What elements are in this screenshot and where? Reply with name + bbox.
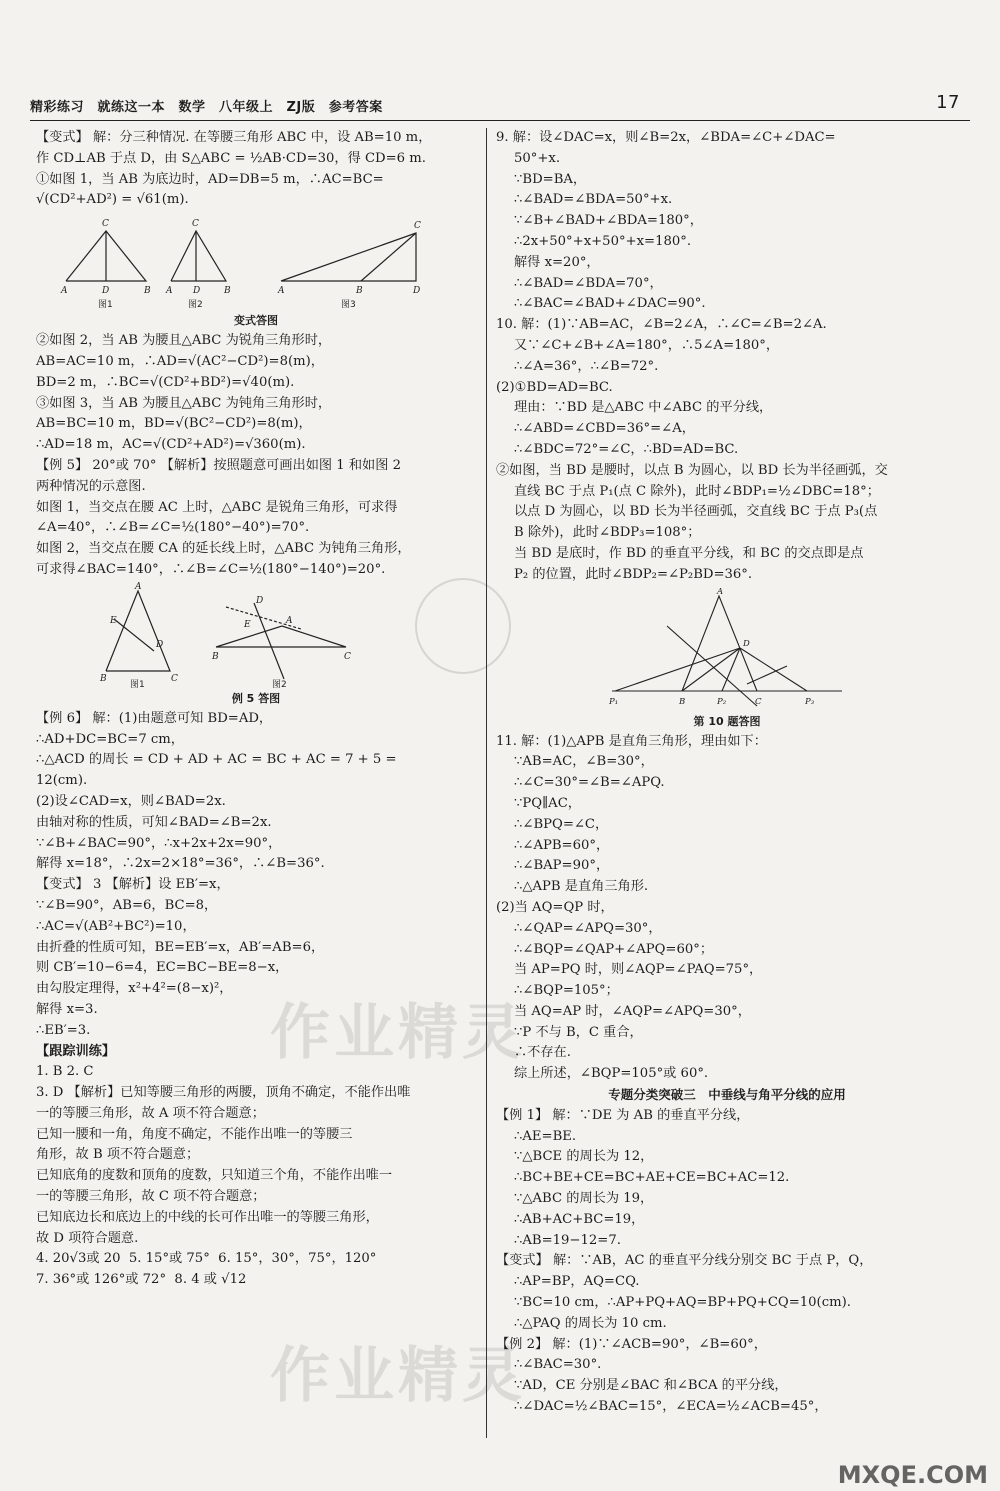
answer-line: AB=AC=10 m，∴AD=√(AC²−CD²)=8(m)，	[36, 353, 324, 369]
right-block-c	[496, 1106, 958, 1418]
answer-line: 12(cm).	[36, 773, 88, 789]
svg-text:D: D	[102, 286, 110, 297]
answer-line: ∵PQ∥AC，	[514, 795, 581, 811]
svg-text:A: A	[166, 286, 173, 297]
answer-line: 9. 解：设∠DAC=x，则∠B=2x，∠BDA=∠C+∠DAC=	[496, 130, 836, 145]
answer-line: 已知一腰和一角，角度不确定，不能作出唯一的等腰三	[36, 1126, 353, 1142]
answer-line: 可求得∠BAC=140°，∴∠B=∠C=½(180°−140°)=20°.	[36, 561, 386, 577]
answer-line: 1. B 2. C	[36, 1064, 94, 1080]
answer-line: ∵AD，CE 分别是∠BAC 和∠BCA 的平分线，	[514, 1378, 788, 1394]
answer-line: ∴△APB 是直角三角形.	[514, 879, 649, 895]
answer-line: 故 D 项符合题意.	[36, 1230, 139, 1246]
answer-line: 以点 D 为圆心，以 BD 长为半径画弧，交直线 BC 于点 P₃(点	[514, 504, 878, 520]
answer-line: 两种情况的示意图.	[36, 478, 146, 494]
svg-text:A: A	[61, 286, 68, 297]
answer-line: ∴∠DAC=½∠BAC=15°，∠ECA=½∠ACB=45°，	[514, 1399, 828, 1415]
answer-line: B 除外)，此时∠BDP₃=108°；	[514, 525, 701, 541]
variant-figure-caption: 变式答图	[234, 314, 278, 328]
answer-line: ①如图 1，当 AB 为底边时，AD=DB=5 m，∴AC=BC=	[36, 171, 384, 187]
answer-line: 如图 2，当交点在腰 CA 的延长线上时，△ABC 为钝角三角形，	[36, 541, 411, 557]
answer-line: 10. 解：(1)∵AB=AC，∠B=2∠A，∴∠C=∠B=2∠A.	[496, 317, 827, 333]
answer-line: P₂ 的位置，此时∠BDP₂=∠P₂BD=36°.	[514, 566, 753, 582]
answer-line: 如图 1，当交点在腰 AC 上时，△ABC 是锐角三角形，可求得	[36, 499, 398, 515]
svg-text:E: E	[244, 619, 251, 630]
answer-line: 综上所述，∠BQP=105°或 60°.	[514, 1066, 709, 1082]
answer-line: (2)设∠CAD=x，则∠BAD=2x.	[36, 793, 226, 809]
answer-line: 一的等腰三角形，故 A 项不符合题意；	[36, 1105, 265, 1121]
answer-line: 【例 6】 解：(1)由题意可知 BD=AD，	[36, 710, 273, 726]
answer-line: ∴AD=18 m，AC=√(CD²+AD²)=√360(m).	[36, 437, 306, 453]
svg-text:C: C	[755, 696, 762, 707]
right-block-a	[496, 128, 958, 586]
answer-line: ∵BC=10 cm，∴AP+PQ+AQ=BP+PQ+CQ=10(cm).	[514, 1295, 851, 1311]
svg-text:C: C	[344, 651, 351, 662]
answer-line: ∴∠BQP=105°；	[514, 983, 619, 999]
answer-line: 当 AP=PQ 时，则∠AQP=∠PAQ=75°，	[514, 962, 763, 978]
left-block-b	[36, 331, 476, 581]
answer-line: ②如图，当 BD 是腰时，以点 B 为圆心，以 BD 长为半径画弧，交	[496, 462, 888, 478]
answer-line: 一的等腰三角形，故 C 项不符合题意；	[36, 1189, 266, 1205]
right-column	[496, 128, 958, 1418]
page-number: 17	[936, 92, 960, 113]
answer-line: ∵∠B+∠BAC=90°，∴x+2x+2x=90°，	[36, 835, 282, 851]
answer-line: √(CD²+AD²) = √61(m).	[36, 192, 189, 208]
answer-line: ∵P 不与 B，C 重合，	[514, 1024, 643, 1040]
answer-line: 【变式】 3 【解析】设 EB′=x，	[36, 877, 230, 893]
answer-line: AB=BC=10 m，BD=√(BC²−CD²)=8(m)，	[36, 416, 312, 432]
answer-line: ∴∠BPQ=∠C，	[514, 816, 609, 832]
answer-line: ∴∠APB=60°，	[514, 837, 610, 853]
answer-line: ∴BC+BE+CE=BC+AE+CE=BC+AC=12.	[514, 1170, 790, 1186]
answer-line: 已知底角的度数和顶角的度数，只知道三个角，不能作出唯一	[36, 1168, 393, 1184]
answer-line: ∴∠ABD=∠CBD=36°=∠A，	[514, 421, 695, 437]
answer-line: ∴2x+50°+x+50°+x=180°.	[514, 233, 692, 249]
answer-line: ∴∠BQP=∠QAP+∠APQ=60°；	[514, 941, 714, 957]
answer-line: ∵BD=BA，	[514, 171, 587, 187]
answer-line: ∵△BCE 的周长为 12，	[514, 1149, 654, 1165]
answer-line: 【例 1】 解：∵DE 为 AB 的垂直平分线，	[496, 1107, 750, 1123]
answer-line: 当 AQ=AP 时，∠AQP=∠APQ=30°，	[514, 1003, 751, 1019]
answer-line: 【变式】 解：∵AB，AC 的垂直平分线分别交 BC 于点 P，Q，	[496, 1253, 873, 1269]
svg-text:B: B	[679, 696, 686, 707]
answer-line: 解得 x=18°，∴2x=2×18°=36°，∴∠B=36°.	[36, 856, 325, 872]
answer-line: ∴∠BAD=∠BDA=70°，	[514, 275, 663, 291]
column-divider	[486, 128, 487, 1438]
left-column	[36, 128, 476, 1291]
q10-answer-figure	[607, 586, 847, 712]
answer-line: ∴EB′=3.	[36, 1022, 91, 1038]
svg-text:D: D	[413, 286, 421, 297]
answer-line: ∵∠B=90°，AB=6，BC=8，	[36, 897, 218, 913]
right-block-b	[496, 732, 958, 1086]
svg-text:A: A	[717, 586, 724, 597]
svg-text:B: B	[224, 286, 231, 297]
answer-line: 【例 2】 解：(1)∵∠ACB=90°，∠B=60°，	[496, 1336, 767, 1352]
header-title: 精彩练习 就练这一本 数学 八年级上 ZJ版 参考答案	[30, 100, 383, 115]
q10-figure-caption: 第 10 题答图	[693, 714, 761, 728]
answer-line: ∴∠QAP=∠APQ=30°，	[514, 920, 662, 936]
answer-line: ∴AC=√(AB²+BC²)=10，	[36, 918, 196, 934]
svg-text:D: D	[256, 595, 264, 606]
header-rule	[30, 120, 970, 121]
ex5-label-1: 图1	[130, 679, 145, 689]
answer-line: ∵∠B+∠BAD+∠BDA=180°，	[514, 213, 703, 229]
answer-line: ∠A=40°，∴∠B=∠C=½(180°−40°)=70°.	[36, 520, 310, 536]
answer-line: 直线 BC 于点 P₁(点 C 除外)，此时∠BDP₁=½∠DBC=18°；	[514, 483, 880, 499]
answer-line: ∴∠BAP=90°，	[514, 858, 610, 874]
answer-line: ∴∠BAD=∠BDA=50°+x.	[514, 192, 673, 208]
answer-line: ∴AP=BP，AQ=CQ.	[514, 1274, 640, 1290]
answer-line: 【跟踪训练】	[36, 1043, 116, 1059]
answer-line: 11. 解：(1)△APB 是直角三角形，理由如下：	[496, 733, 767, 749]
site-watermark: MXQE.COM	[837, 1461, 988, 1489]
answer-line: 4. 20√3或 20 5. 15°或 75° 6. 15°，30°，75°，120°	[36, 1251, 377, 1267]
section-title: 专题分类突破三 中垂线与角平分线的应用	[608, 1087, 846, 1103]
answer-line: 【例 5】 20°或 70° 【解析】按照题意可画出如图 1 和如图 2	[36, 457, 402, 473]
answer-line: ②如图 2，当 AB 为腰且△ABC 为锐角三角形时，	[36, 333, 332, 349]
answer-line: ∴∠C=30°=∠B=∠APQ.	[514, 775, 665, 791]
svg-text:C: C	[102, 219, 109, 230]
answer-line: ∵△ABC 的周长为 19，	[514, 1191, 654, 1207]
svg-text:B: B	[212, 651, 219, 662]
svg-text:B: B	[100, 673, 107, 684]
answer-line: ∴AE=BE.	[514, 1128, 577, 1144]
svg-text:A: A	[286, 615, 293, 626]
svg-text:P₁: P₁	[609, 696, 619, 707]
answer-line: 由轴对称的性质，可知∠BAD=∠B=2x.	[36, 814, 272, 830]
svg-text:B: B	[356, 286, 363, 297]
answer-line: 作 CD⊥AB 于点 D，由 S△ABC = ½AB·CD=30，得 CD=6 m.	[36, 150, 426, 166]
svg-text:C: C	[192, 219, 199, 230]
answer-line: 理由：∵BD 是△ABC 中∠ABC 的平分线，	[514, 400, 773, 416]
svg-text:P₂: P₂	[717, 696, 727, 707]
fig-label-3: 图3	[341, 300, 356, 311]
svg-text:D: D	[193, 286, 201, 297]
ex5-label-2: 图2	[272, 679, 287, 689]
answer-line: BD=2 m，∴BC=√(CD²+BD²)=√40(m).	[36, 374, 295, 390]
svg-text:D: D	[743, 638, 750, 649]
watermark-stamp	[415, 578, 511, 674]
answer-line: ∵AB=AC，∠B=30°，	[514, 754, 654, 770]
answer-line: 解得 x=20°，	[514, 254, 600, 270]
answer-line: ∴△PAQ 的周长为 10 cm.	[514, 1315, 667, 1331]
answer-line: ∴∠BAC=30°.	[514, 1357, 602, 1373]
example5-figure-caption: 例 5 答图	[231, 691, 281, 705]
answer-line: 由折叠的性质可知，BE=EB′=x，AB′=AB=6，	[36, 939, 325, 955]
watermark-text: 作业精灵	[270, 998, 526, 1068]
svg-text:A: A	[135, 581, 142, 592]
answer-line: ∴AD+DC=BC=7 cm，	[36, 731, 184, 747]
watermark-text: 作业精灵	[270, 1341, 526, 1411]
answer-line: ∴AB+AC+BC=19，	[514, 1211, 645, 1227]
answer-line: ∴AB=19−12=7.	[514, 1232, 621, 1248]
answer-line: 50°+x.	[514, 150, 561, 166]
fig-label-1: 图1	[98, 300, 113, 311]
svg-text:B: B	[144, 286, 151, 297]
svg-text:D: D	[156, 639, 164, 650]
answer-line: ∴∠A=36°，∴∠B=72°.	[514, 358, 659, 374]
answer-line: 解得 x=3.	[36, 1001, 98, 1017]
answer-line: 又∵∠C+∠B+∠A=180°，∴5∠A=180°，	[514, 337, 780, 353]
answer-line: 7. 36°或 126°或 72° 8. 4 或 √12	[36, 1272, 247, 1288]
svg-text:E: E	[110, 615, 117, 626]
answer-line: ∴∠BAC=∠BAD+∠DAC=90°.	[514, 296, 706, 312]
answer-line: 角形，故 B 项不符合题意；	[36, 1147, 200, 1163]
answer-line: (2)当 AQ=QP 时，	[496, 899, 614, 915]
svg-text:A: A	[278, 286, 285, 297]
answer-line: 由勾股定理得，x²+4²=(8−x)²，	[36, 981, 233, 997]
answer-line: 当 BD 是底时，作 BD 的垂直平分线，和 BC 的交点即是点	[514, 545, 864, 561]
answer-line: 则 CB′=10−6=4，EC=BC−BE=8−x，	[36, 960, 289, 976]
left-block-a	[36, 128, 476, 211]
answer-line: ∴不存在.	[514, 1045, 571, 1061]
svg-text:C: C	[171, 673, 178, 684]
example5-answer-figure	[76, 581, 436, 689]
variant-answer-figure	[56, 211, 456, 311]
answer-line: ∴∠BDC=72°=∠C，∴BD=AD=BC.	[514, 441, 739, 457]
answer-line: ③如图 3，当 AB 为腰且△ABC 为钝角三角形时，	[36, 395, 332, 411]
answer-line: ∴△ACD 的周长 = CD + AD + AC = BC + AC = 7 + 5 =	[36, 752, 397, 768]
svg-text:P₃: P₃	[805, 696, 815, 707]
answer-line: 【变式】 解：分三种情况. 在等腰三角形 ABC 中，设 AB=10 m，	[36, 130, 432, 145]
fig-label-2: 图2	[188, 300, 203, 311]
page-header	[30, 92, 970, 120]
answer-line: 3. D 【解析】已知等腰三角形的两腰，顶角不确定，不能作出唯	[36, 1085, 411, 1101]
answer-line: (2)①BD=AD=BC.	[496, 379, 613, 395]
svg-text:C: C	[414, 221, 421, 232]
answer-line: 已知底边长和底边上的中线的长可作出唯一的等腰三角形，	[36, 1209, 379, 1225]
